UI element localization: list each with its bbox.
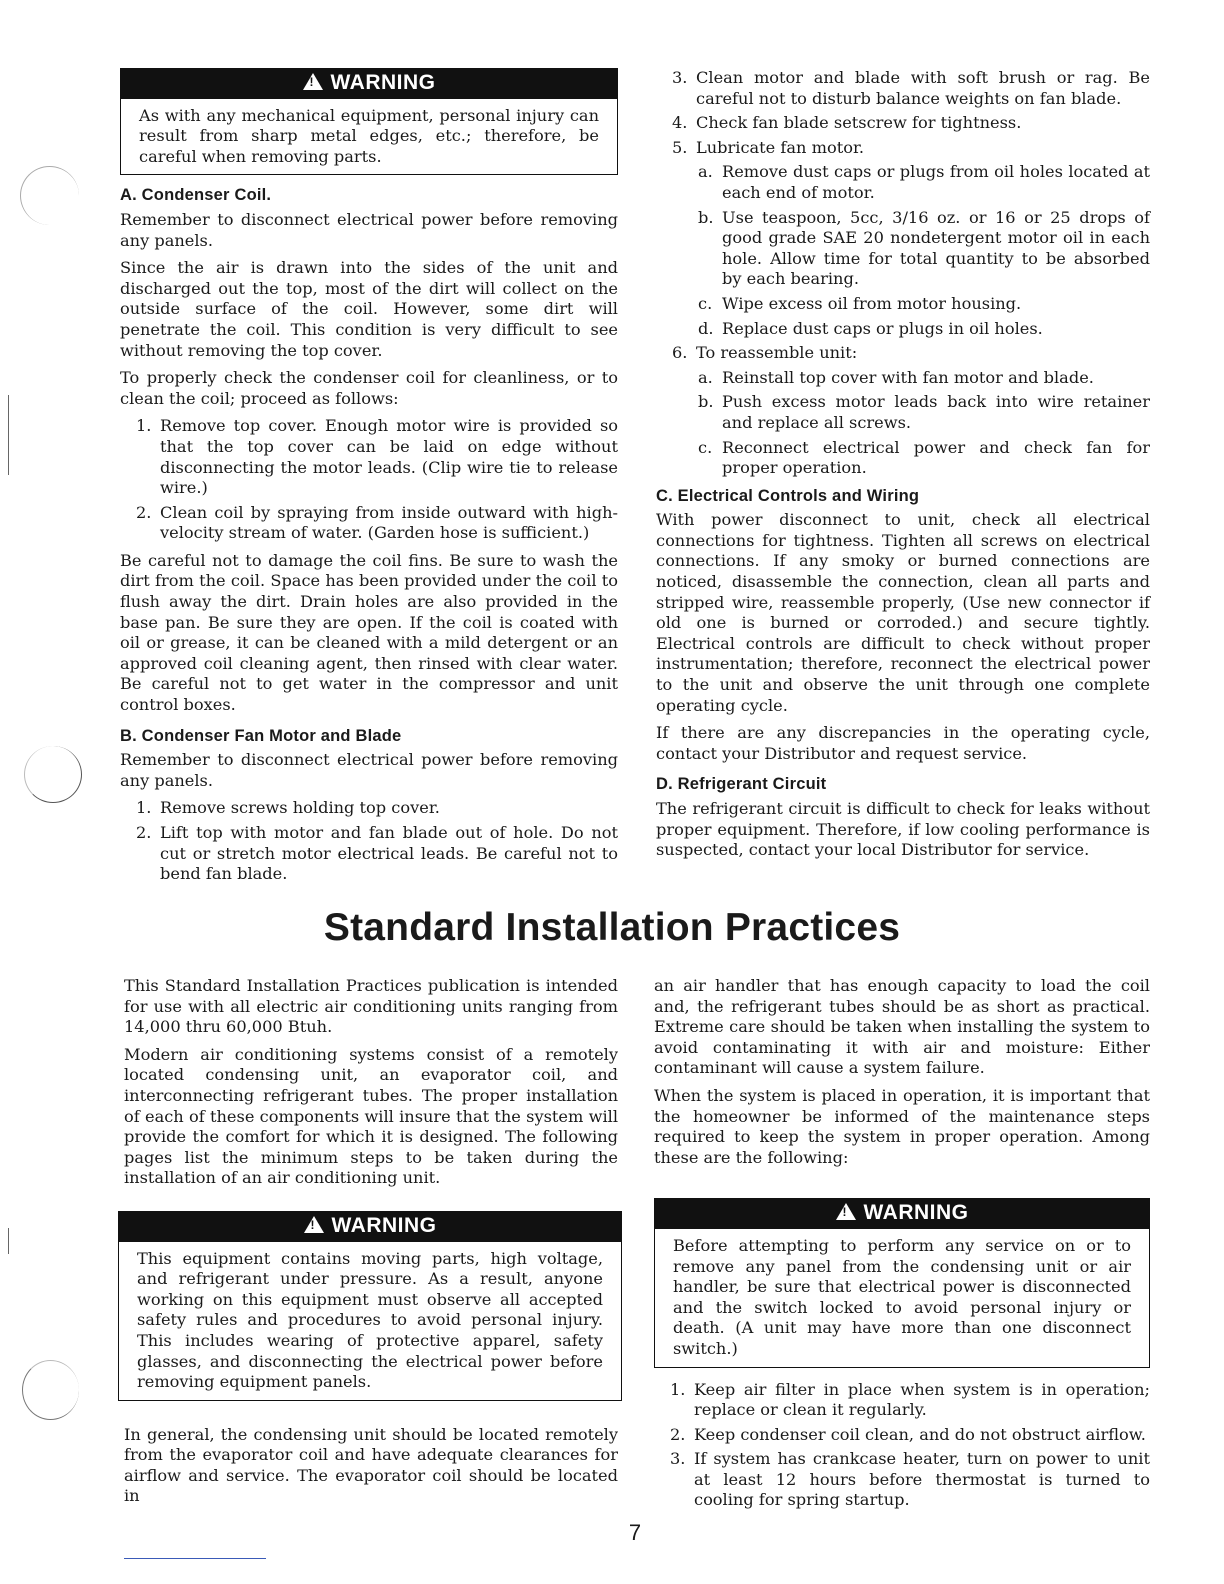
list-item: 2. Clean coil by spraying from inside outward with high-velocity stream of water. (Garden hose is sufficient.): [136, 502, 618, 543]
paragraph: When the system is placed in operation, it is important that the homeowner be informed of the maintenance steps required to keep the system in proper operation. Among these are the following:: [654, 1085, 1150, 1167]
list-item: 3. If system has crankcase heater, turn on power to unit at least 12 hours before thermostat is turned to cooling for spring startup.: [670, 1449, 1150, 1510]
punch-hole-bottom: [22, 1360, 79, 1420]
footer-rule: [124, 1558, 266, 1559]
margin-mark: [8, 1228, 9, 1254]
steps-list: [654, 1380, 1150, 1512]
warning-header: !WARNING: [119, 1212, 621, 1242]
steps-list: [656, 68, 1150, 158]
warning-triangle-icon: [836, 1203, 856, 1220]
section-heading-condenser-coil: A. Condenser Coil.: [120, 186, 272, 205]
paragraph: Be careful not to damage the coil fins. Be sure to wash the dirt from the coil. Space has been provided under the coil to flush away the dirt. Drain holes are also provided in the base pan. Be sure they are open. If the coil is coated with oil or grease, it can be cleaned with a mild detergent or an approved coil cleaning agent, then rinsed with clear water. Be careful not to get water in the compressor and unit control boxes.: [120, 550, 618, 715]
punch-hole-middle: [24, 746, 82, 803]
list-item: 6. To reassemble unit:: [672, 343, 858, 363]
list-item: a. Reinstall top cover with fan motor and blade.: [698, 367, 1094, 387]
warning-box: [118, 1211, 622, 1401]
page-number: 7: [628, 1520, 642, 1545]
paragraph: In general, the condensing unit should be located remotely from the evaporator coil and have adequate clearances for airflow and service. The evaporator coil should be located in: [124, 1424, 618, 1506]
paragraph: Since the air is drawn into the sides of the unit and discharged out the top, most of the dirt will collect on the outside surface of the coil. However, some dirt will penetrate the coil. This condition is very difficult to see without removing the top cover.: [120, 258, 618, 360]
left-column-top: [120, 68, 618, 892]
sub-steps-list: [656, 368, 1150, 479]
list-item: d. Replace dust caps or plugs in oil holes.: [698, 318, 1043, 338]
section-heading-fan-motor: B. Condenser Fan Motor and Blade: [120, 726, 402, 745]
right-column-top: [656, 68, 1150, 868]
punch-hole-top: [20, 166, 79, 225]
paragraph: With power disconnect to unit, check all electrical connections for tightness. Tighten all screws on electrical connections. If any smoky or burned connections are noticed, disassemble the connection, clean all parts and stripped wire, reassemble properly, (Use new connector if old one is burned or corroded.) and secure tightly. Electrical controls are difficult to check without proper instrumentation; therefore, reconnect the electrical power to the unit and observe the unit through one complete operating cycle.: [656, 510, 1150, 715]
paragraph: Remember to disconnect electrical power before removing any panels.: [120, 750, 618, 790]
paragraph: This Standard Installation Practices publication is intended for use with all electric air conditioning units ranging from 14,000 thru 60,000 Btuh.: [124, 976, 618, 1037]
paragraph: The refrigerant circuit is difficult to check for leaks without proper equipment. Therefore, if low cooling performance is suspected, contact your local Distributor for service.: [656, 799, 1150, 860]
list-item: 4. Check fan blade setscrew for tightness.: [672, 113, 1022, 133]
right-column-bottom: [654, 976, 1150, 1518]
list-item: 1. Remove screws holding top cover.: [136, 798, 440, 818]
paragraph: If there are any discrepancies in the operating cycle, contact your Distributor and request service.: [656, 723, 1150, 763]
list-item: c. Reconnect electrical power and check fan for proper operation.: [698, 437, 1150, 478]
warning-box: [120, 68, 618, 175]
steps-list: [120, 416, 618, 544]
list-item: 3. Clean motor and blade with soft brush or rag. Be careful not to disturb balance weights on fan blade.: [672, 68, 1150, 108]
steps-list: [656, 343, 1150, 364]
margin-mark: [8, 395, 9, 475]
left-column-bottom: [124, 976, 618, 1514]
list-item: 5. Lubricate fan motor.: [672, 137, 865, 157]
paragraph: To properly check the condenser coil for cleanliness, or to clean the coil; proceed as follows:: [120, 368, 618, 408]
section-heading-electrical: C. Electrical Controls and Wiring: [656, 486, 920, 505]
warning-header: !WARNING: [655, 1199, 1149, 1229]
list-item: 2. Lift top with motor and fan blade out of hole. Do not cut or stretch motor electrical leads. Be careful not to bend fan blade.: [136, 823, 618, 884]
warning-box: [654, 1198, 1150, 1367]
warning-triangle-icon: [304, 1216, 324, 1233]
sub-steps-list: [656, 162, 1150, 339]
section-heading-refrigerant: D. Refrigerant Circuit: [656, 775, 827, 794]
list-item: 2. Keep condenser coil clean, and do not obstruct airflow.: [670, 1424, 1146, 1444]
paragraph: an air handler that has enough capacity to load the coil and, the refrigerant tubes should be as short as practical. Extreme care should be taken when installing the system to avoid contaminating it with air and moisture: Either contaminant will cause a system failure.: [654, 976, 1150, 1078]
paragraph: Modern air conditioning systems consist of a remotely located condensing unit, an evaporator coil, and interconnecting refrigerant tubes. The proper installation of each of these components will insure that the system will provide the comfort for which it is designed. The following pages list the minimum steps to be taken during the installation of an air conditioning unit.: [124, 1044, 618, 1188]
warning-triangle-icon: [303, 73, 323, 90]
warning-text: Before attempting to perform any service on or to remove any panel from the condensing unit or air handler, be sure that electrical power is disconnected and the switch locked to avoid personal injury or death. (A unit may have more than one disconnect switch.): [673, 1235, 1131, 1358]
warning-text: This equipment contains moving parts, high voltage, and refrigerant under pressure. As a result, anyone working on this equipment must observe all accepted safety rules and procedures to avoid personal injury. This includes wearing of protective apparel, safety glasses, and disconnecting the electrical power before removing equipment panels.: [137, 1248, 603, 1392]
warning-text: As with any mechanical equipment, personal injury can result from sharp metal edges, etc.; therefore, be careful when removing parts.: [139, 105, 599, 166]
list-item: 1. Keep air filter in place when system is in operation; replace or clean it regularly.: [670, 1379, 1150, 1420]
warning-header: !WARNING: [121, 69, 617, 99]
list-item: b. Use teaspoon, 5cc, 3/16 oz. or 16 or 25 drops of good grade SAE 20 nondetergent motor oil in each hole. Allow time for total quantity to be absorbed by each bearing.: [698, 207, 1150, 289]
steps-list: [120, 798, 618, 884]
page-title: Standard Installation Practices: [323, 906, 901, 949]
list-item: b. Push excess motor leads back into wire retainer and replace all screws.: [698, 392, 1150, 432]
paragraph: Remember to disconnect electrical power before removing any panels.: [120, 209, 618, 250]
list-item: 1. Remove top cover. Enough motor wire is provided so that the top cover can be laid on edge without disconnecting the motor leads. (Clip wire tie to release wire.): [136, 416, 618, 498]
list-item: c. Wipe excess oil from motor housing.: [698, 293, 1022, 313]
list-item: a. Remove dust caps or plugs from oil holes located at each end of motor.: [698, 162, 1150, 202]
